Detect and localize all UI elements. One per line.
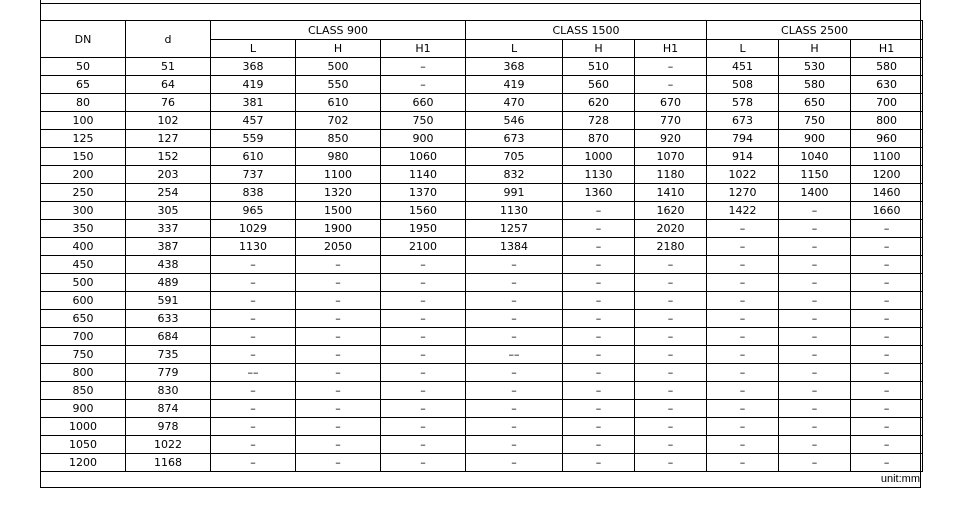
table-cell: 580: [779, 76, 851, 94]
table-cell: –: [563, 256, 635, 274]
table-cell: 650: [779, 94, 851, 112]
table-cell: 1130: [466, 202, 563, 220]
table-cell: 1410: [635, 184, 707, 202]
table-row: [41, 400, 923, 418]
table-cell: –: [296, 400, 381, 418]
table-cell: –: [563, 418, 635, 436]
table-cell: –: [296, 364, 381, 382]
table-cell: –: [296, 256, 381, 274]
table-cell: 900: [779, 130, 851, 148]
table-cell: –: [296, 328, 381, 346]
table-cell: 419: [466, 76, 563, 94]
table-cell: 1950: [381, 220, 466, 238]
table-cell: 1400: [779, 184, 851, 202]
table-row: [41, 382, 923, 400]
table-cell: 1660: [851, 202, 923, 220]
header-class1500-l: L: [466, 40, 563, 58]
table-cell: –: [466, 436, 563, 454]
table-cell: –: [779, 400, 851, 418]
table-cell: –: [779, 202, 851, 220]
table-cell: 1100: [296, 166, 381, 184]
header-class1500-h: H: [563, 40, 635, 58]
table-cell: 750: [779, 112, 851, 130]
table-cell: –: [466, 454, 563, 472]
table-cell: 2100: [381, 238, 466, 256]
table-cell: 670: [635, 94, 707, 112]
table-cell: 305: [126, 202, 211, 220]
table-cell: 1620: [635, 202, 707, 220]
table-cell: –: [381, 364, 466, 382]
table-cell: –: [635, 454, 707, 472]
table-cell: 127: [126, 130, 211, 148]
table-cell: –: [381, 76, 466, 94]
table-cell: 702: [296, 112, 381, 130]
table-cell: 451: [707, 58, 779, 76]
table-cell: –: [635, 400, 707, 418]
header-class-1500: CLASS 1500: [466, 21, 707, 40]
table-cell: –: [563, 364, 635, 382]
table-row: [41, 292, 923, 310]
table-row: [41, 202, 923, 220]
table-cell: 578: [707, 94, 779, 112]
table-cell: ––: [466, 346, 563, 364]
table-cell: –: [779, 310, 851, 328]
table-cell: 620: [563, 94, 635, 112]
table-cell: 800: [41, 364, 126, 382]
table-cell: 850: [296, 130, 381, 148]
table-cell: 254: [126, 184, 211, 202]
table-cell: 770: [635, 112, 707, 130]
table-cell: 350: [41, 220, 126, 238]
table-cell: 900: [381, 130, 466, 148]
table-cell: 368: [211, 58, 296, 76]
table-cell: 1320: [296, 184, 381, 202]
table-cell: –: [707, 256, 779, 274]
table-cell: 1130: [563, 166, 635, 184]
table-cell: 900: [41, 400, 126, 418]
table-cell: –: [779, 274, 851, 292]
table-cell: –: [563, 382, 635, 400]
table-cell: 1257: [466, 220, 563, 238]
table-cell: –: [707, 418, 779, 436]
table-cell: 1560: [381, 202, 466, 220]
table-cell: 1150: [779, 166, 851, 184]
table-cell: –: [466, 274, 563, 292]
table-row: [41, 184, 923, 202]
table-cell: 737: [211, 166, 296, 184]
table-cell: –: [563, 346, 635, 364]
table-cell: 510: [563, 58, 635, 76]
table-cell: 610: [211, 148, 296, 166]
table-cell: –: [635, 310, 707, 328]
table-cell: –: [296, 454, 381, 472]
table-cell: –: [466, 382, 563, 400]
table-cell: 1050: [41, 436, 126, 454]
table-cell: 125: [41, 130, 126, 148]
table-cell: 830: [126, 382, 211, 400]
table-cell: –: [381, 346, 466, 364]
table-cell: 450: [41, 256, 126, 274]
table-cell: –: [211, 418, 296, 436]
table-cell: –: [563, 400, 635, 418]
table-cell: –: [707, 274, 779, 292]
table-row: [41, 94, 923, 112]
table-cell: 51: [126, 58, 211, 76]
table-cell: 965: [211, 202, 296, 220]
table-cell: –: [851, 436, 923, 454]
table-cell: 200: [41, 166, 126, 184]
table-cell: –: [851, 238, 923, 256]
table-cell: –: [779, 238, 851, 256]
table-cell: 250: [41, 184, 126, 202]
table-cell: 368: [466, 58, 563, 76]
table-row: [41, 436, 923, 454]
table-cell: 580: [851, 58, 923, 76]
table-row: [41, 364, 923, 382]
table-row: [41, 328, 923, 346]
table-cell: –: [296, 418, 381, 436]
table-cell: 794: [707, 130, 779, 148]
table-cell: –: [381, 274, 466, 292]
table-cell: –: [563, 202, 635, 220]
table-cell: 914: [707, 148, 779, 166]
table-cell: 64: [126, 76, 211, 94]
table-cell: –: [563, 454, 635, 472]
table-cell: –: [466, 364, 563, 382]
table-cell: –: [707, 382, 779, 400]
table-cell: –: [381, 58, 466, 76]
table-cell: –: [851, 292, 923, 310]
table-cell: 500: [41, 274, 126, 292]
table-cell: –: [635, 256, 707, 274]
table-cell: 1040: [779, 148, 851, 166]
table-cell: –: [707, 220, 779, 238]
table-cell: 1200: [41, 454, 126, 472]
header-row-classes: [41, 21, 923, 40]
table-cell: –: [296, 310, 381, 328]
table-cell: –: [635, 58, 707, 76]
header-class2500-h: H: [779, 40, 851, 58]
table-cell: –: [851, 364, 923, 382]
table-cell: 850: [41, 382, 126, 400]
table-cell: –: [296, 292, 381, 310]
table-cell: –: [779, 256, 851, 274]
table-cell: 980: [296, 148, 381, 166]
table-cell: –: [707, 346, 779, 364]
table-cell: –: [466, 328, 563, 346]
table-cell: 1460: [851, 184, 923, 202]
header-class-900: CLASS 900: [211, 21, 466, 40]
table-cell: –: [563, 328, 635, 346]
table-cell: –: [635, 328, 707, 346]
table-cell: –: [851, 220, 923, 238]
table-cell: –: [707, 400, 779, 418]
table-cell: 750: [41, 346, 126, 364]
table-cell: 1000: [41, 418, 126, 436]
table-cell: 1422: [707, 202, 779, 220]
table-cell: 65: [41, 76, 126, 94]
table-cell: –: [779, 382, 851, 400]
header-class900-l: L: [211, 40, 296, 58]
table-cell: –: [707, 454, 779, 472]
table-row: [41, 238, 923, 256]
table-cell: 50: [41, 58, 126, 76]
table-cell: –: [563, 220, 635, 238]
table-row: [41, 166, 923, 184]
table-cell: –: [779, 454, 851, 472]
table-cell: ––: [211, 364, 296, 382]
table-cell: –: [779, 364, 851, 382]
table-cell: 1022: [126, 436, 211, 454]
table-cell: –: [381, 310, 466, 328]
table-cell: –: [707, 238, 779, 256]
header-class2500-l: L: [707, 40, 779, 58]
table-cell: –: [707, 292, 779, 310]
table-row: [41, 220, 923, 238]
table-cell: –: [211, 436, 296, 454]
table-cell: 630: [851, 76, 923, 94]
table-row: [41, 346, 923, 364]
table-cell: –: [851, 400, 923, 418]
table-row: [41, 274, 923, 292]
table-cell: –: [466, 256, 563, 274]
table-row: [41, 148, 923, 166]
table-cell: –: [296, 436, 381, 454]
table-cell: 550: [296, 76, 381, 94]
table-cell: 870: [563, 130, 635, 148]
table-cell: 650: [41, 310, 126, 328]
table-cell: –: [707, 364, 779, 382]
table-cell: 2050: [296, 238, 381, 256]
table-cell: –: [635, 76, 707, 94]
table-cell: 600: [41, 292, 126, 310]
table-cell: 337: [126, 220, 211, 238]
table-cell: 1130: [211, 238, 296, 256]
header-class900-h1: H1: [381, 40, 466, 58]
table-row: [41, 112, 923, 130]
table-cell: 705: [466, 148, 563, 166]
table-cell: 560: [563, 76, 635, 94]
table-cell: –: [779, 436, 851, 454]
table-cell: 1370: [381, 184, 466, 202]
table-cell: 1060: [381, 148, 466, 166]
table-cell: 838: [211, 184, 296, 202]
dimension-table: [40, 20, 923, 472]
table-cell: 960: [851, 130, 923, 148]
table-cell: 2180: [635, 238, 707, 256]
table-cell: –: [563, 292, 635, 310]
table-cell: 1180: [635, 166, 707, 184]
table-cell: 508: [707, 76, 779, 94]
table-cell: 457: [211, 112, 296, 130]
table-cell: 735: [126, 346, 211, 364]
table-cell: 978: [126, 418, 211, 436]
table-cell: 1100: [851, 148, 923, 166]
table-cell: –: [851, 274, 923, 292]
table-cell: –: [211, 346, 296, 364]
table-cell: –: [381, 292, 466, 310]
table-cell: –: [563, 436, 635, 454]
table-cell: –: [381, 382, 466, 400]
table-cell: 546: [466, 112, 563, 130]
table-cell: –: [851, 418, 923, 436]
table-cell: 673: [466, 130, 563, 148]
table-cell: 1384: [466, 238, 563, 256]
table-cell: –: [211, 256, 296, 274]
table-cell: –: [635, 292, 707, 310]
table-row: [41, 310, 923, 328]
table-cell: 102: [126, 112, 211, 130]
table-cell: 530: [779, 58, 851, 76]
table-row: [41, 76, 923, 94]
table-cell: –: [563, 238, 635, 256]
header-dn: DN: [41, 21, 126, 58]
table-row: [41, 454, 923, 472]
table-cell: 559: [211, 130, 296, 148]
table-cell: 76: [126, 94, 211, 112]
table-cell: 1070: [635, 148, 707, 166]
table-cell: 80: [41, 94, 126, 112]
table-cell: 381: [211, 94, 296, 112]
header-class900-h: H: [296, 40, 381, 58]
table-cell: 874: [126, 400, 211, 418]
table-cell: 633: [126, 310, 211, 328]
table-cell: 1000: [563, 148, 635, 166]
table-cell: –: [635, 346, 707, 364]
table-cell: 150: [41, 148, 126, 166]
table-cell: 1022: [707, 166, 779, 184]
table-row: [41, 256, 923, 274]
table-cell: –: [381, 418, 466, 436]
table-cell: –: [211, 400, 296, 418]
table-cell: 660: [381, 94, 466, 112]
table-cell: 1200: [851, 166, 923, 184]
table-cell: 387: [126, 238, 211, 256]
table-cell: 700: [41, 328, 126, 346]
table-cell: –: [779, 292, 851, 310]
table-cell: 700: [851, 94, 923, 112]
table-cell: –: [707, 310, 779, 328]
table-cell: –: [851, 310, 923, 328]
table-cell: 1360: [563, 184, 635, 202]
table-cell: 750: [381, 112, 466, 130]
table-cell: –: [563, 274, 635, 292]
table-cell: 1029: [211, 220, 296, 238]
table-cell: –: [296, 382, 381, 400]
table-cell: 470: [466, 94, 563, 112]
table-cell: 400: [41, 238, 126, 256]
table-cell: –: [211, 454, 296, 472]
table-cell: 1168: [126, 454, 211, 472]
table-cell: 419: [211, 76, 296, 94]
table-cell: 728: [563, 112, 635, 130]
header-class2500-h1: H1: [851, 40, 923, 58]
table-row: [41, 418, 923, 436]
table-cell: –: [635, 274, 707, 292]
table-cell: –: [779, 418, 851, 436]
table-cell: 1140: [381, 166, 466, 184]
table-cell: –: [211, 382, 296, 400]
table-cell: –: [635, 382, 707, 400]
table-cell: 300: [41, 202, 126, 220]
table-cell: –: [635, 364, 707, 382]
table-cell: 832: [466, 166, 563, 184]
table-cell: –: [851, 382, 923, 400]
table-cell: 1500: [296, 202, 381, 220]
table-cell: 991: [466, 184, 563, 202]
table-cell: –: [779, 220, 851, 238]
table-cell: –: [381, 328, 466, 346]
table-cell: 779: [126, 364, 211, 382]
table-cell: 489: [126, 274, 211, 292]
header-class1500-h1: H1: [635, 40, 707, 58]
table-cell: 610: [296, 94, 381, 112]
table-cell: –: [707, 436, 779, 454]
header-d: d: [126, 21, 211, 58]
table-cell: –: [851, 454, 923, 472]
table-cell: –: [851, 328, 923, 346]
table-cell: 203: [126, 166, 211, 184]
header-class-2500: CLASS 2500: [707, 21, 923, 40]
table-cell: –: [466, 292, 563, 310]
table-row: [41, 130, 923, 148]
table-row: [41, 58, 923, 76]
table-cell: 152: [126, 148, 211, 166]
table-cell: –: [211, 310, 296, 328]
table-cell: –: [707, 328, 779, 346]
table-cell: 500: [296, 58, 381, 76]
table-cell: –: [211, 274, 296, 292]
table-cell: –: [381, 400, 466, 418]
table-cell: –: [211, 328, 296, 346]
table-cell: –: [466, 400, 563, 418]
table-cell: 438: [126, 256, 211, 274]
table-cell: 100: [41, 112, 126, 130]
table-cell: –: [779, 328, 851, 346]
table-cell: 1270: [707, 184, 779, 202]
table-cell: –: [635, 418, 707, 436]
table-cell: 1900: [296, 220, 381, 238]
table-cell: –: [466, 418, 563, 436]
table-cell: –: [851, 256, 923, 274]
table-cell: –: [635, 436, 707, 454]
table-cell: –: [296, 346, 381, 364]
table-cell: –: [563, 310, 635, 328]
unit-note: unit:mm: [880, 473, 920, 485]
table-cell: 591: [126, 292, 211, 310]
table-cell: –: [381, 454, 466, 472]
table-cell: 920: [635, 130, 707, 148]
table-cell: –: [466, 310, 563, 328]
table-cell: –: [381, 436, 466, 454]
table-cell: –: [211, 292, 296, 310]
table-cell: 800: [851, 112, 923, 130]
table-cell: –: [851, 346, 923, 364]
table-cell: 673: [707, 112, 779, 130]
table-cell: –: [779, 346, 851, 364]
table-cell: –: [296, 274, 381, 292]
table-cell: 684: [126, 328, 211, 346]
table-cell: 2020: [635, 220, 707, 238]
table-body: [41, 58, 923, 472]
table-cell: –: [381, 256, 466, 274]
